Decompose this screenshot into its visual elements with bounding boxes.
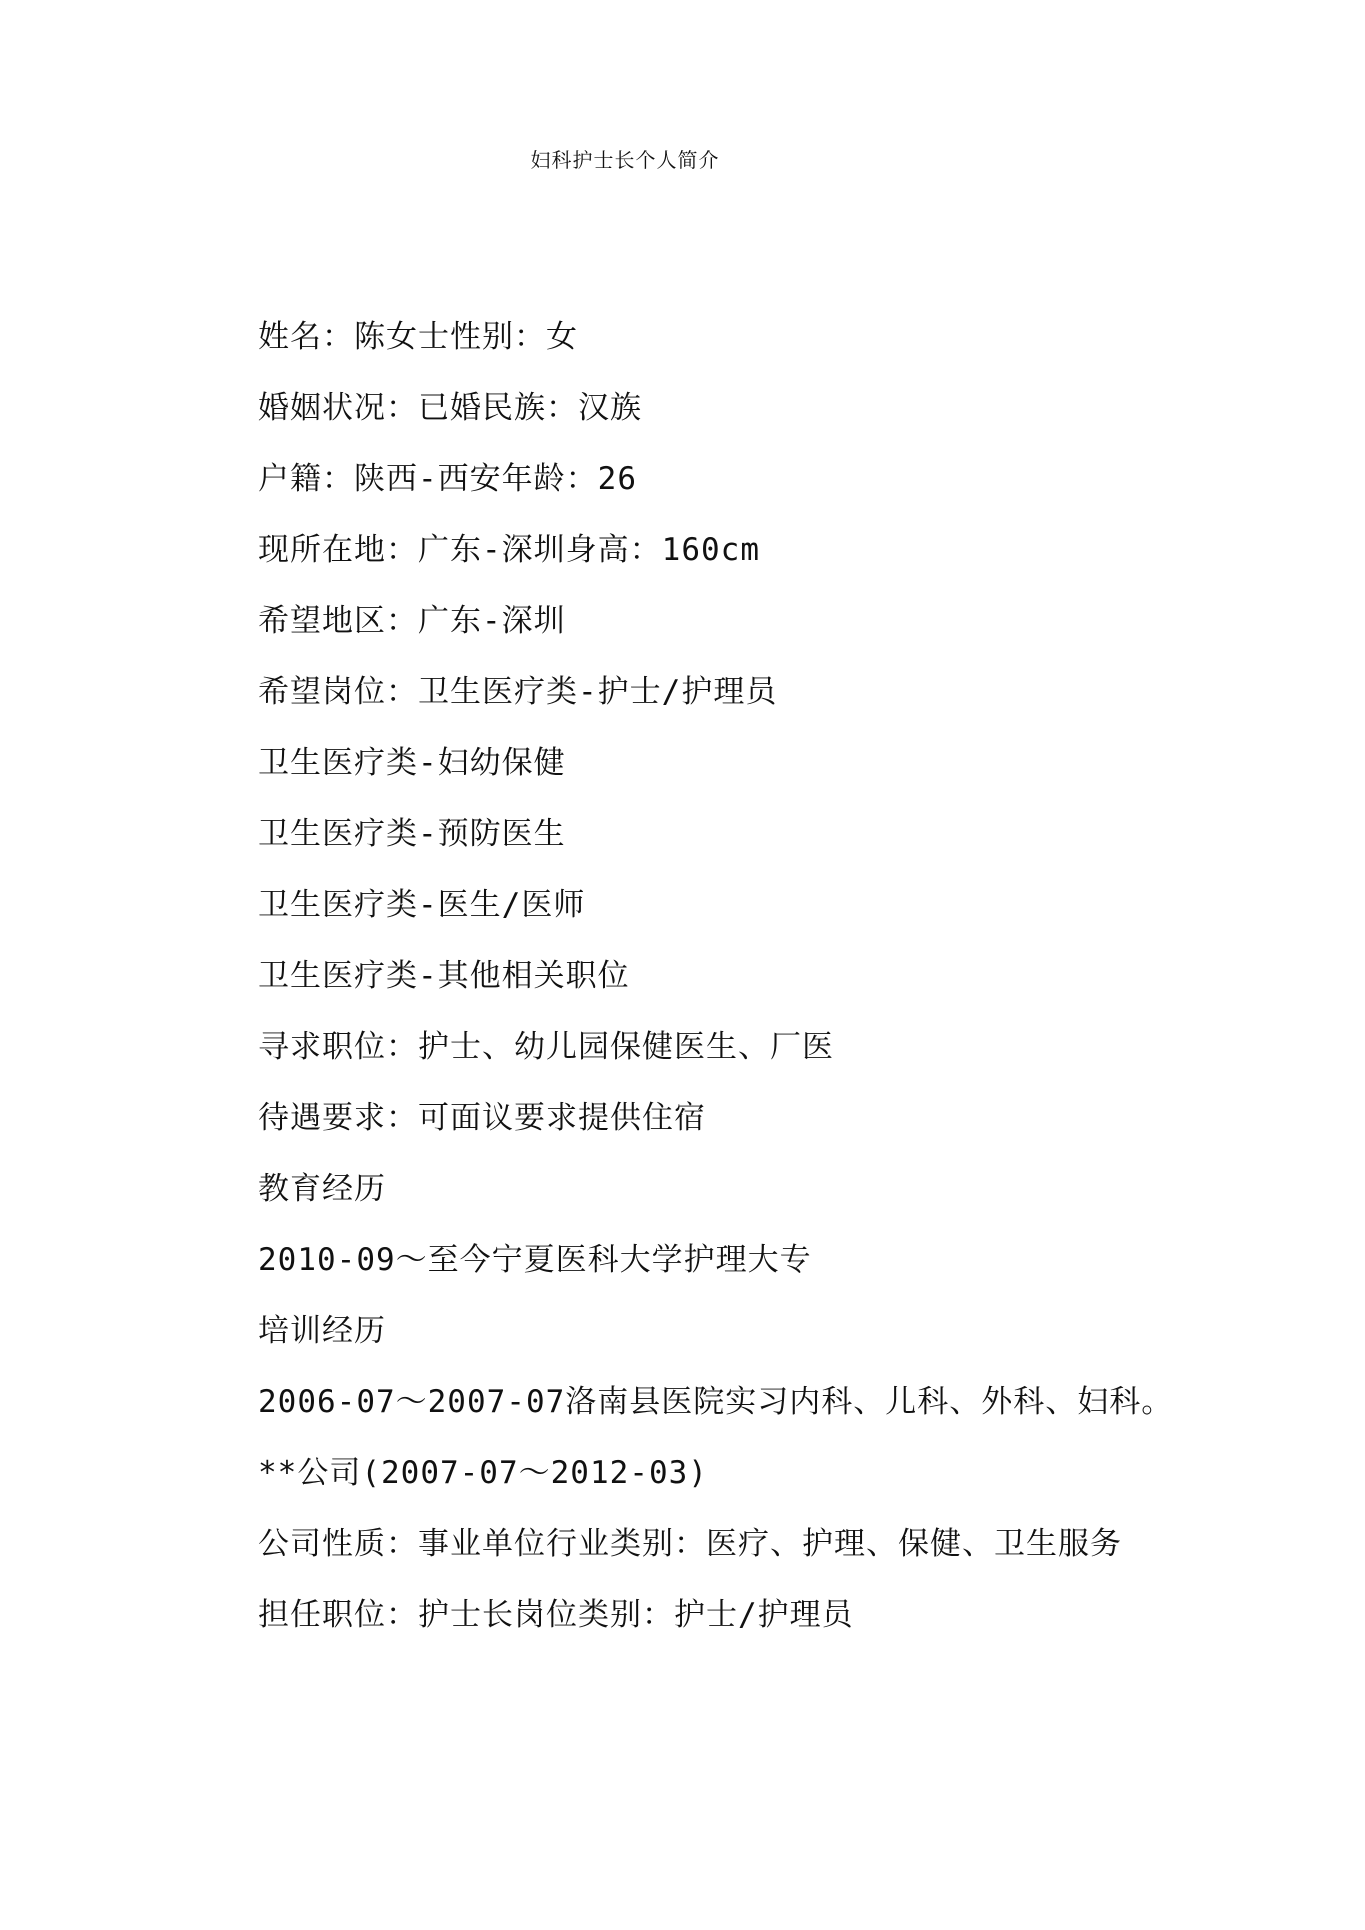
resume-lines	[258, 312, 1298, 1661]
line-training-heading: 培训经历	[258, 1313, 386, 1349]
line-desired-position: 希望岗位：卫生医疗类-护士/护理员	[258, 674, 778, 710]
line-position-doctor: 卫生医疗类-医生/医师	[258, 887, 586, 923]
line-education-heading: 教育经历	[258, 1171, 386, 1207]
line-salary-requirement: 待遇要求：可面议要求提供住宿	[258, 1100, 706, 1136]
line-position-other: 卫生医疗类-其他相关职位	[258, 958, 630, 994]
line-position-preventive: 卫生医疗类-预防医生	[258, 816, 566, 852]
line-position-held: 担任职位：护士长岗位类别：护士/护理员	[258, 1597, 854, 1633]
line-name-gender: 姓名：陈女士性别：女	[258, 319, 578, 355]
line-desired-region: 希望地区：广东-深圳	[258, 603, 566, 639]
line-training-entry: 2006-07～2007-07洛南县医院实习内科、儿科、外科、妇科。	[258, 1384, 1174, 1420]
line-marital-ethnicity: 婚姻状况：已婚民族：汉族	[258, 390, 642, 426]
line-hukou-age: 户籍：陕西-西安年龄：26	[258, 461, 637, 497]
line-company: **公司(2007-07～2012-03)	[258, 1455, 708, 1491]
line-location-height: 现所在地：广东-深圳身高：160cm	[258, 532, 760, 568]
line-position-maternal: 卫生医疗类-妇幼保健	[258, 745, 566, 781]
line-company-nature: 公司性质：事业单位行业类别：医疗、护理、保健、卫生服务	[258, 1526, 1122, 1562]
line-seeking-position: 寻求职位：护士、幼儿园保健医生、厂医	[258, 1029, 834, 1065]
line-education-entry: 2010-09～至今宁夏医科大学护理大专	[258, 1242, 812, 1278]
document-title: 妇科护士长个人简介	[530, 148, 720, 172]
